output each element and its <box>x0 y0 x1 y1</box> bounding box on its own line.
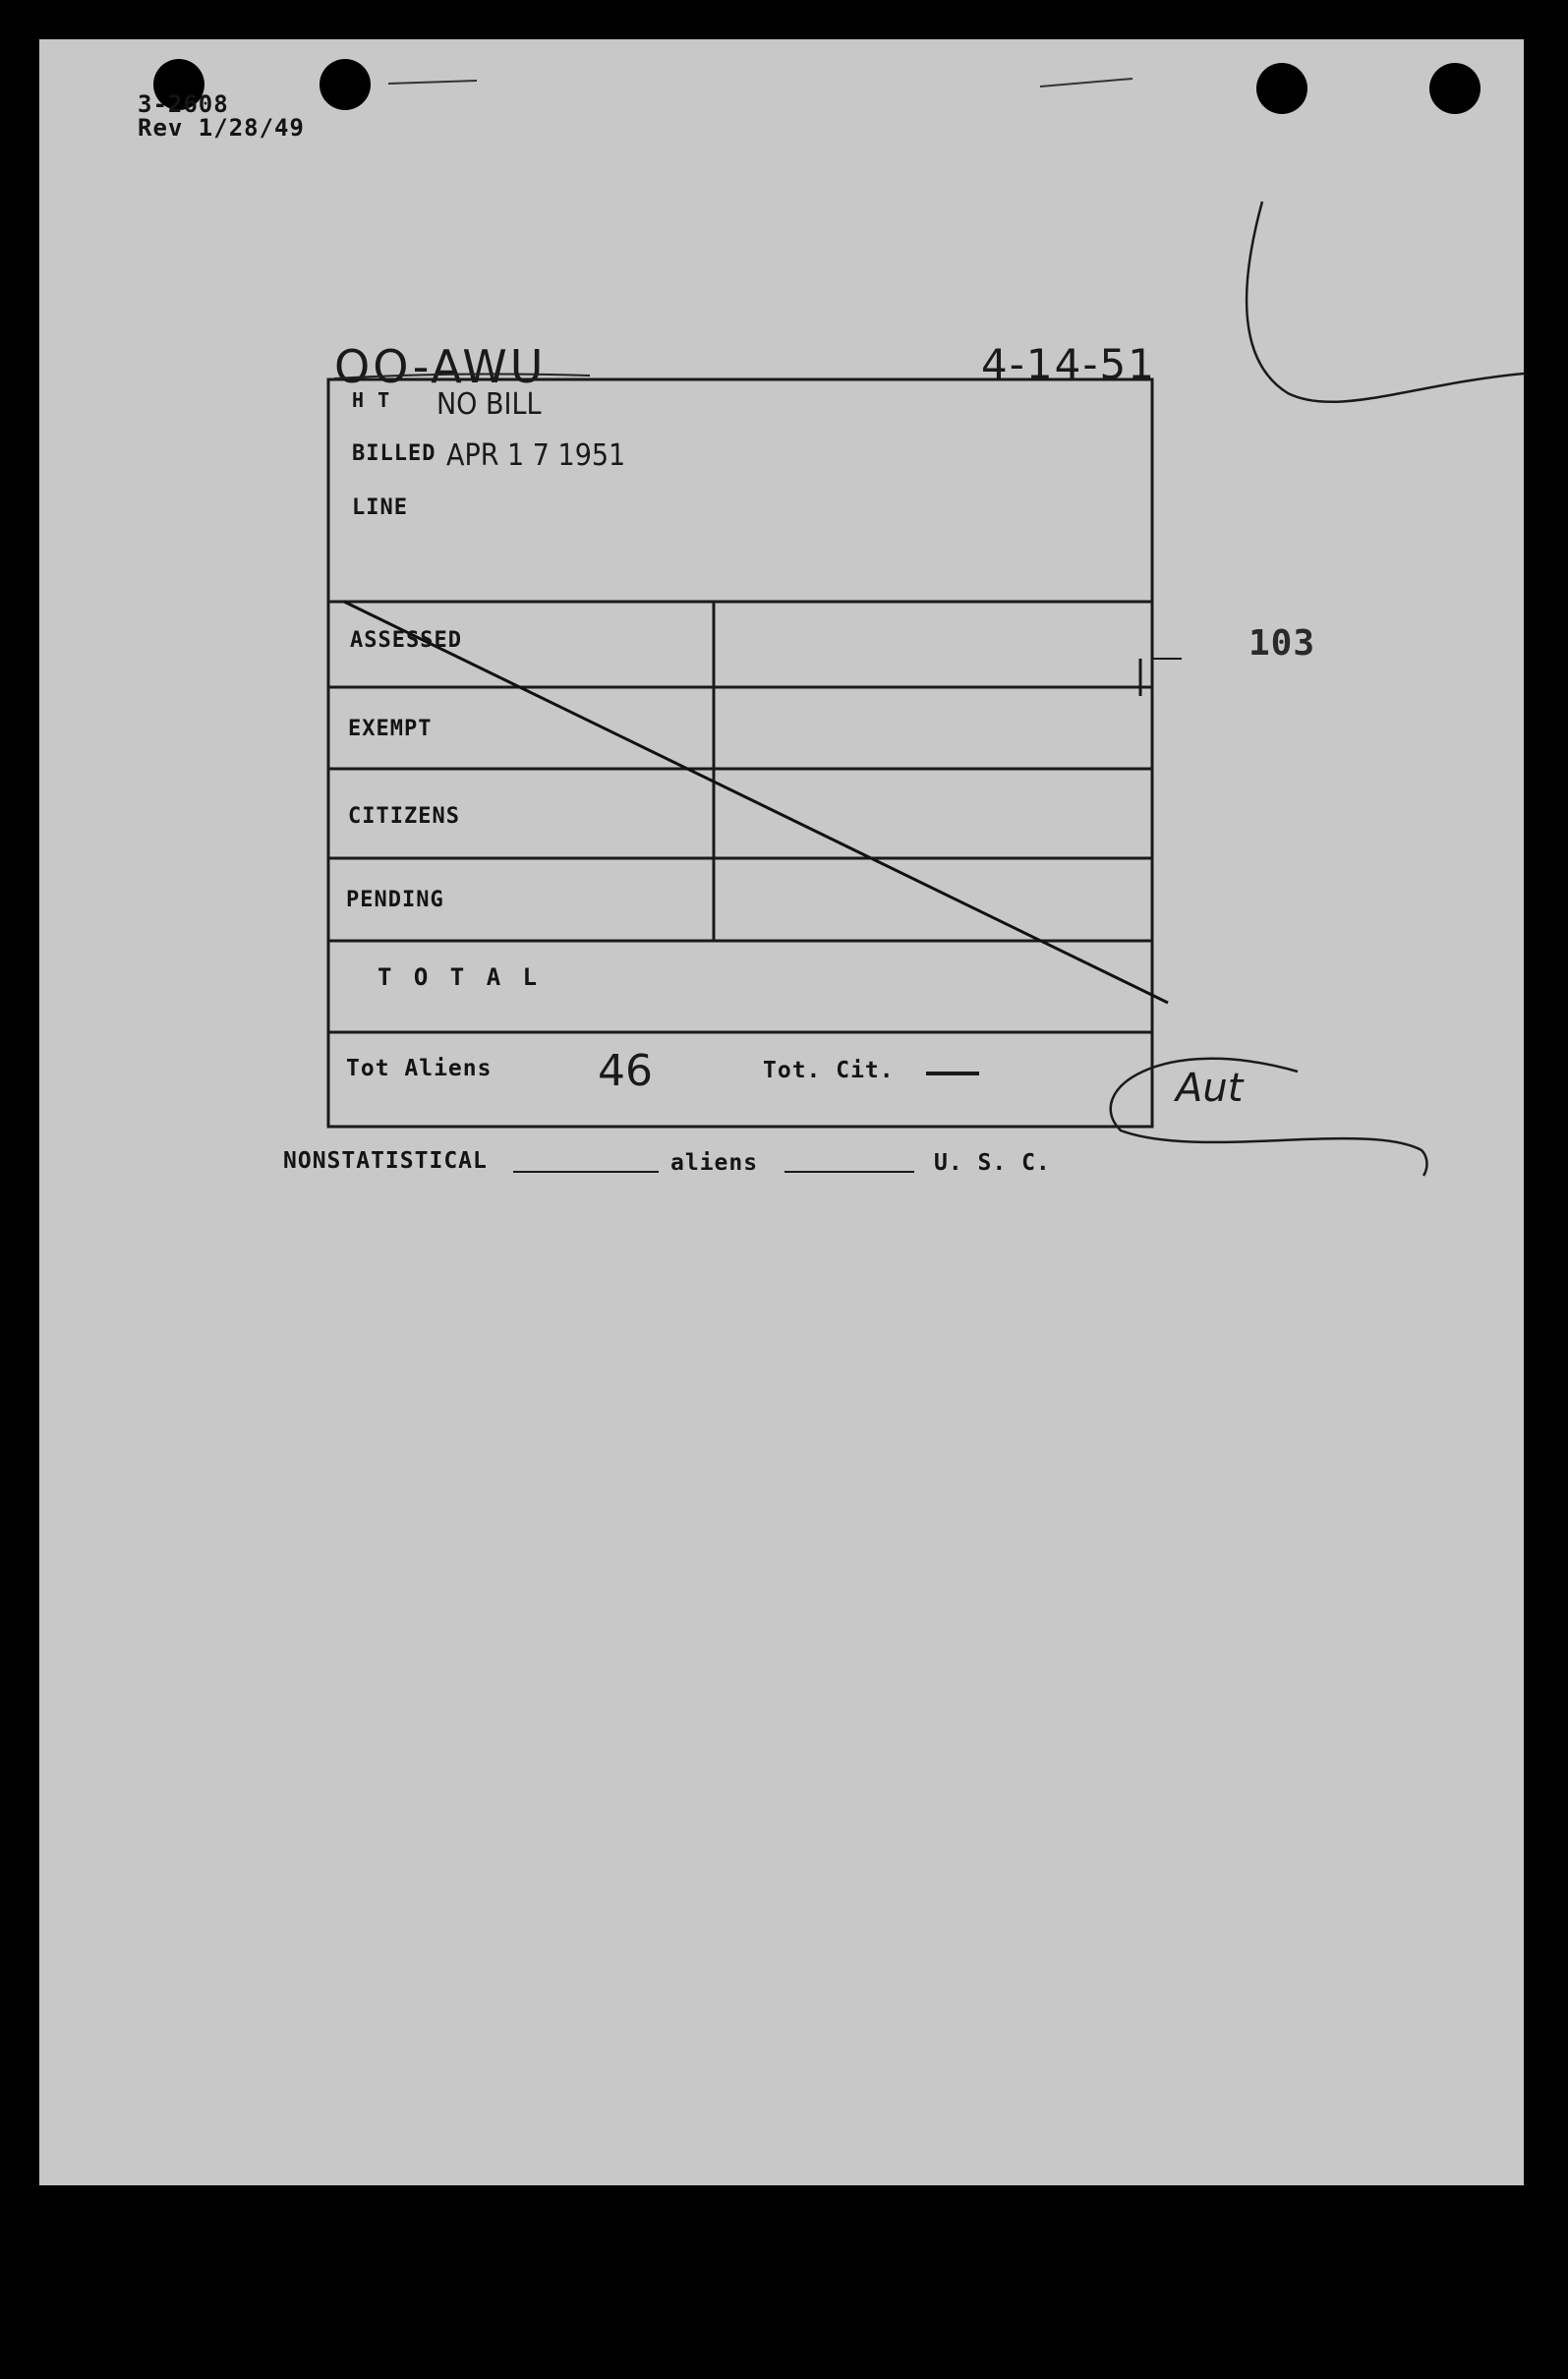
billed-date-stamp: APR 1 7 1951 <box>446 438 626 473</box>
billed-label: BILLED <box>352 441 436 466</box>
handwritten-code: OO-AWU <box>334 340 547 393</box>
assessed-label: ASSESSED <box>350 628 462 653</box>
tot-aliens-value: 46 <box>598 1046 653 1096</box>
citizens-label: CITIZENS <box>348 804 460 829</box>
aliens-label: aliens <box>670 1150 759 1176</box>
form-lines <box>39 39 1524 2185</box>
nonstatistical-label: NONSTATISTICAL <box>283 1148 488 1174</box>
tot-cit-value <box>922 1046 956 1085</box>
document-page <box>39 39 1524 2185</box>
handwritten-date: 4-14-51 <box>981 340 1156 388</box>
no-bill-stamp: NO BILL <box>436 387 542 422</box>
total-label: T O T A L <box>377 963 542 991</box>
ht-label: H T <box>352 388 391 412</box>
exempt-label: EXEMPT <box>348 717 433 741</box>
tot-aliens-label: Tot Aliens <box>346 1056 493 1081</box>
form-number: 3-2608 <box>138 90 229 118</box>
pending-label: PENDING <box>346 888 444 912</box>
form-revision: Rev 1/28/49 <box>138 114 305 142</box>
page-number-stamp: 103 <box>1249 623 1316 664</box>
tot-cit-label: Tot. Cit. <box>763 1058 895 1083</box>
handwritten-initials: Aut <box>1176 1066 1244 1111</box>
usc-label: U. S. C. <box>934 1150 1051 1176</box>
line-label: LINE <box>352 495 408 520</box>
